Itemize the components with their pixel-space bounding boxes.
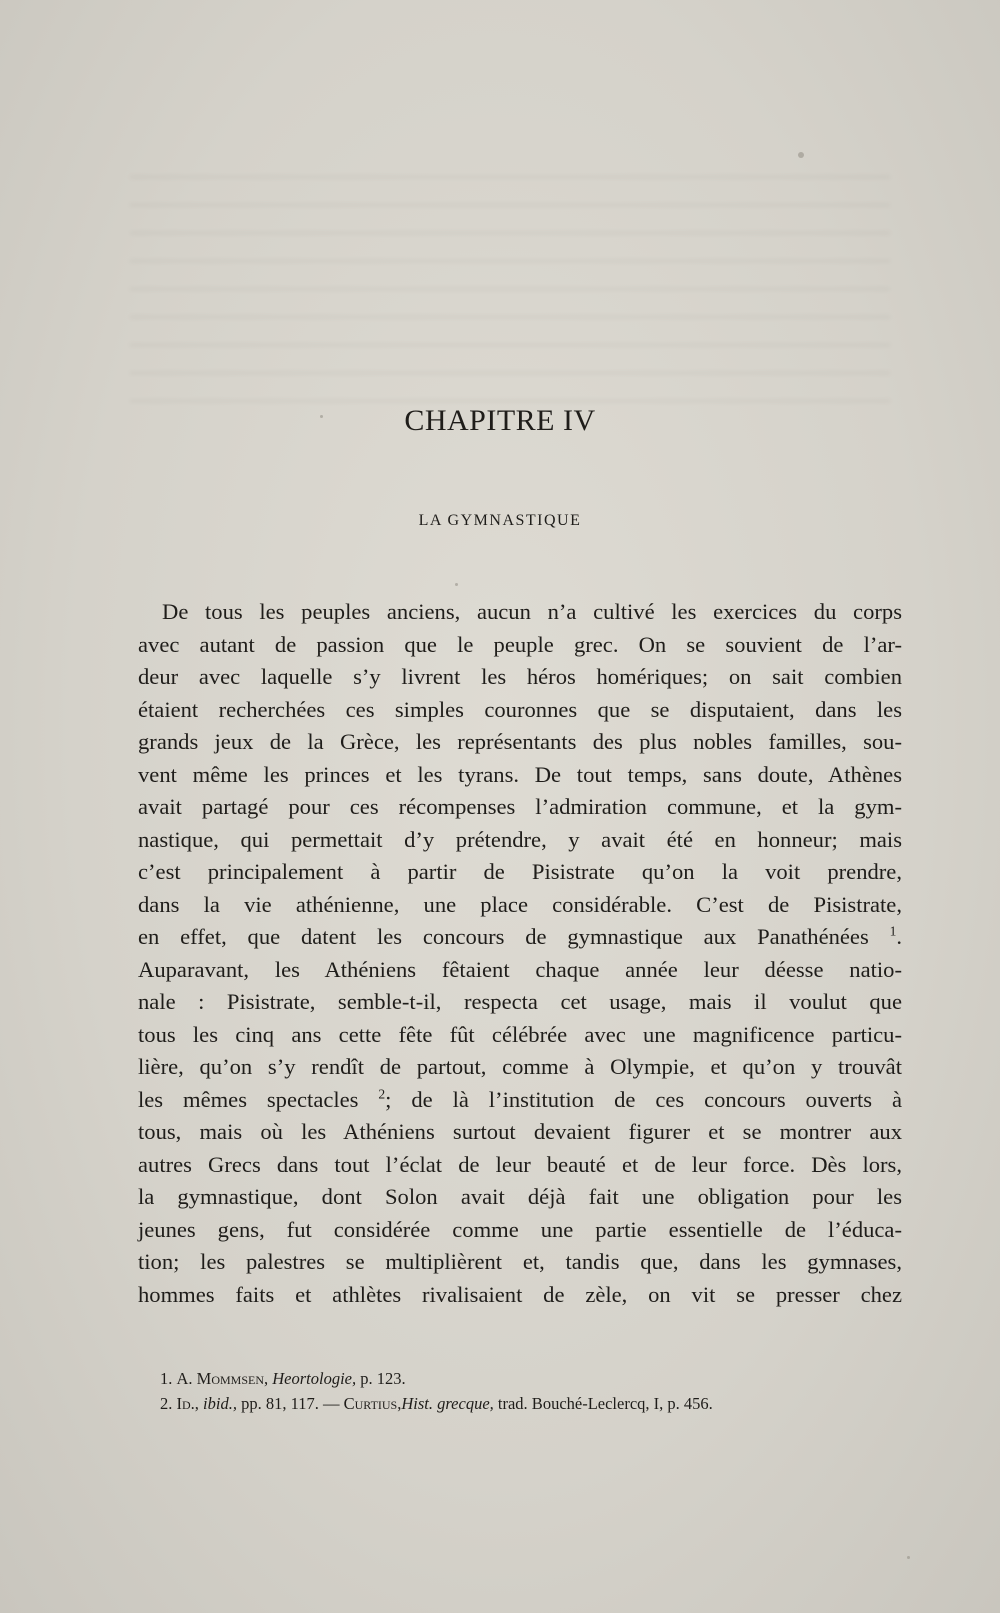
footnote-2 — [160, 1391, 900, 1416]
footnotes — [160, 1366, 900, 1416]
text-line: autres Grecs dans tout l’éclat de leur beauté et de leur force. Dès lors, — [138, 1151, 902, 1177]
text-line: Auparavant, les Athéniens fêtaient chaque année leur déesse natio- — [138, 956, 902, 982]
dust-speck — [907, 1556, 910, 1559]
dust-speck — [798, 152, 804, 158]
text-line: hommes faits et athlètes rivalisaient de zèle, on vit se presser chez — [138, 1281, 902, 1307]
text-line: tion; les palestres se multiplièrent et, tandis que, dans les gymnases, — [138, 1249, 902, 1274]
text-line: grands jeux de la Grèce, les représentants des plus nobles familles, sou- — [138, 729, 902, 754]
text-line: De tous les peuples anciens, aucun n’a cultivé les exercices du corps — [162, 599, 902, 624]
text-line: avait partagé pour ces récompenses l’admiration commune, et la gym- — [138, 794, 902, 819]
text-line: en effet, que datent les concours de gymnastique aux Panathénées — [138, 924, 869, 949]
text-line: nastique, qui permettait d’y prétendre, y avait été en honneur; mais — [138, 826, 902, 852]
footnote-work: ibid., — [203, 1394, 237, 1413]
body-text — [138, 596, 902, 1311]
footnote-author: A. Mommsen, — [176, 1369, 269, 1388]
note-ref[interactable]: 2 — [378, 1085, 386, 1101]
footnote-page: p. 123. — [360, 1369, 406, 1388]
text-line: jeunes gens, fut considérée comme une partie essentielle de l’éduca- — [138, 1216, 902, 1242]
footnote-page: pp. 81, 117. — — [241, 1394, 340, 1413]
text-line: vent même les princes et les tyrans. De tout temps, sans doute, Athènes — [138, 761, 902, 787]
footnote-work: Heortologie, — [272, 1369, 357, 1388]
text-line: la gymnastique, dont Solon avait déjà fait une obligation pour les — [138, 1184, 902, 1209]
note-ref[interactable]: 1 — [889, 923, 897, 939]
footnote-author: Id., — [176, 1394, 199, 1413]
text-line-with-note: en effet, que datent les concours de gymnastique aux Panathénées $^1$. — [138, 923, 902, 949]
text-line-part: ; de là l’institution de ces concours ouverts à — [385, 1086, 902, 1112]
footnote-work: Hist. grecque, — [401, 1394, 494, 1413]
text-line: deur avec laquelle s’y livrent les héros homériques; on sait combien — [138, 664, 902, 689]
text-line: dans la vie athénienne, une place considérable. C’est de Pisistrate, — [138, 891, 902, 917]
text-line: avec autant de passion que le peuple grec. On se souvient de l’ar- — [138, 631, 902, 657]
footnote-number: 1. — [160, 1369, 173, 1388]
chapter-title: CHAPITRE IV — [404, 404, 596, 437]
text-line: lière, qu’on s’y rendît de partout, comme à Olympie, et qu’on y trouvât — [138, 1054, 902, 1079]
show-through-text — [130, 150, 890, 410]
text-line: nale : Pisistrate, semble-t-il, respecta cet usage, mais il voulut que — [138, 989, 902, 1014]
text-line: étaient recherchées ces simples couronnes que se disputaient, dans les — [138, 696, 902, 722]
text-line: tous les cinq ans cette fête fût célébrée avec une magnificence particu- — [138, 1021, 902, 1047]
dust-speck — [455, 583, 458, 586]
text-line: tous, mais où les Athéniens surtout devaient figurer et se montrer aux — [138, 1119, 902, 1144]
section-title: LA GYMNASTIQUE — [418, 512, 582, 529]
footnote-page: trad. Bouché-Leclercq, I, p. 456. — [497, 1394, 713, 1413]
text-line-with-note — [138, 1084, 902, 1117]
footnote-1 — [160, 1366, 900, 1391]
text-line-part: les mêmes spectacles — [138, 1086, 359, 1112]
text-line: c’est principalement à partir de Pisistrate qu’on la voit prendre, — [138, 859, 902, 884]
footnote-number: 2. — [160, 1394, 173, 1413]
footnote-author: Curtius, — [343, 1394, 402, 1413]
